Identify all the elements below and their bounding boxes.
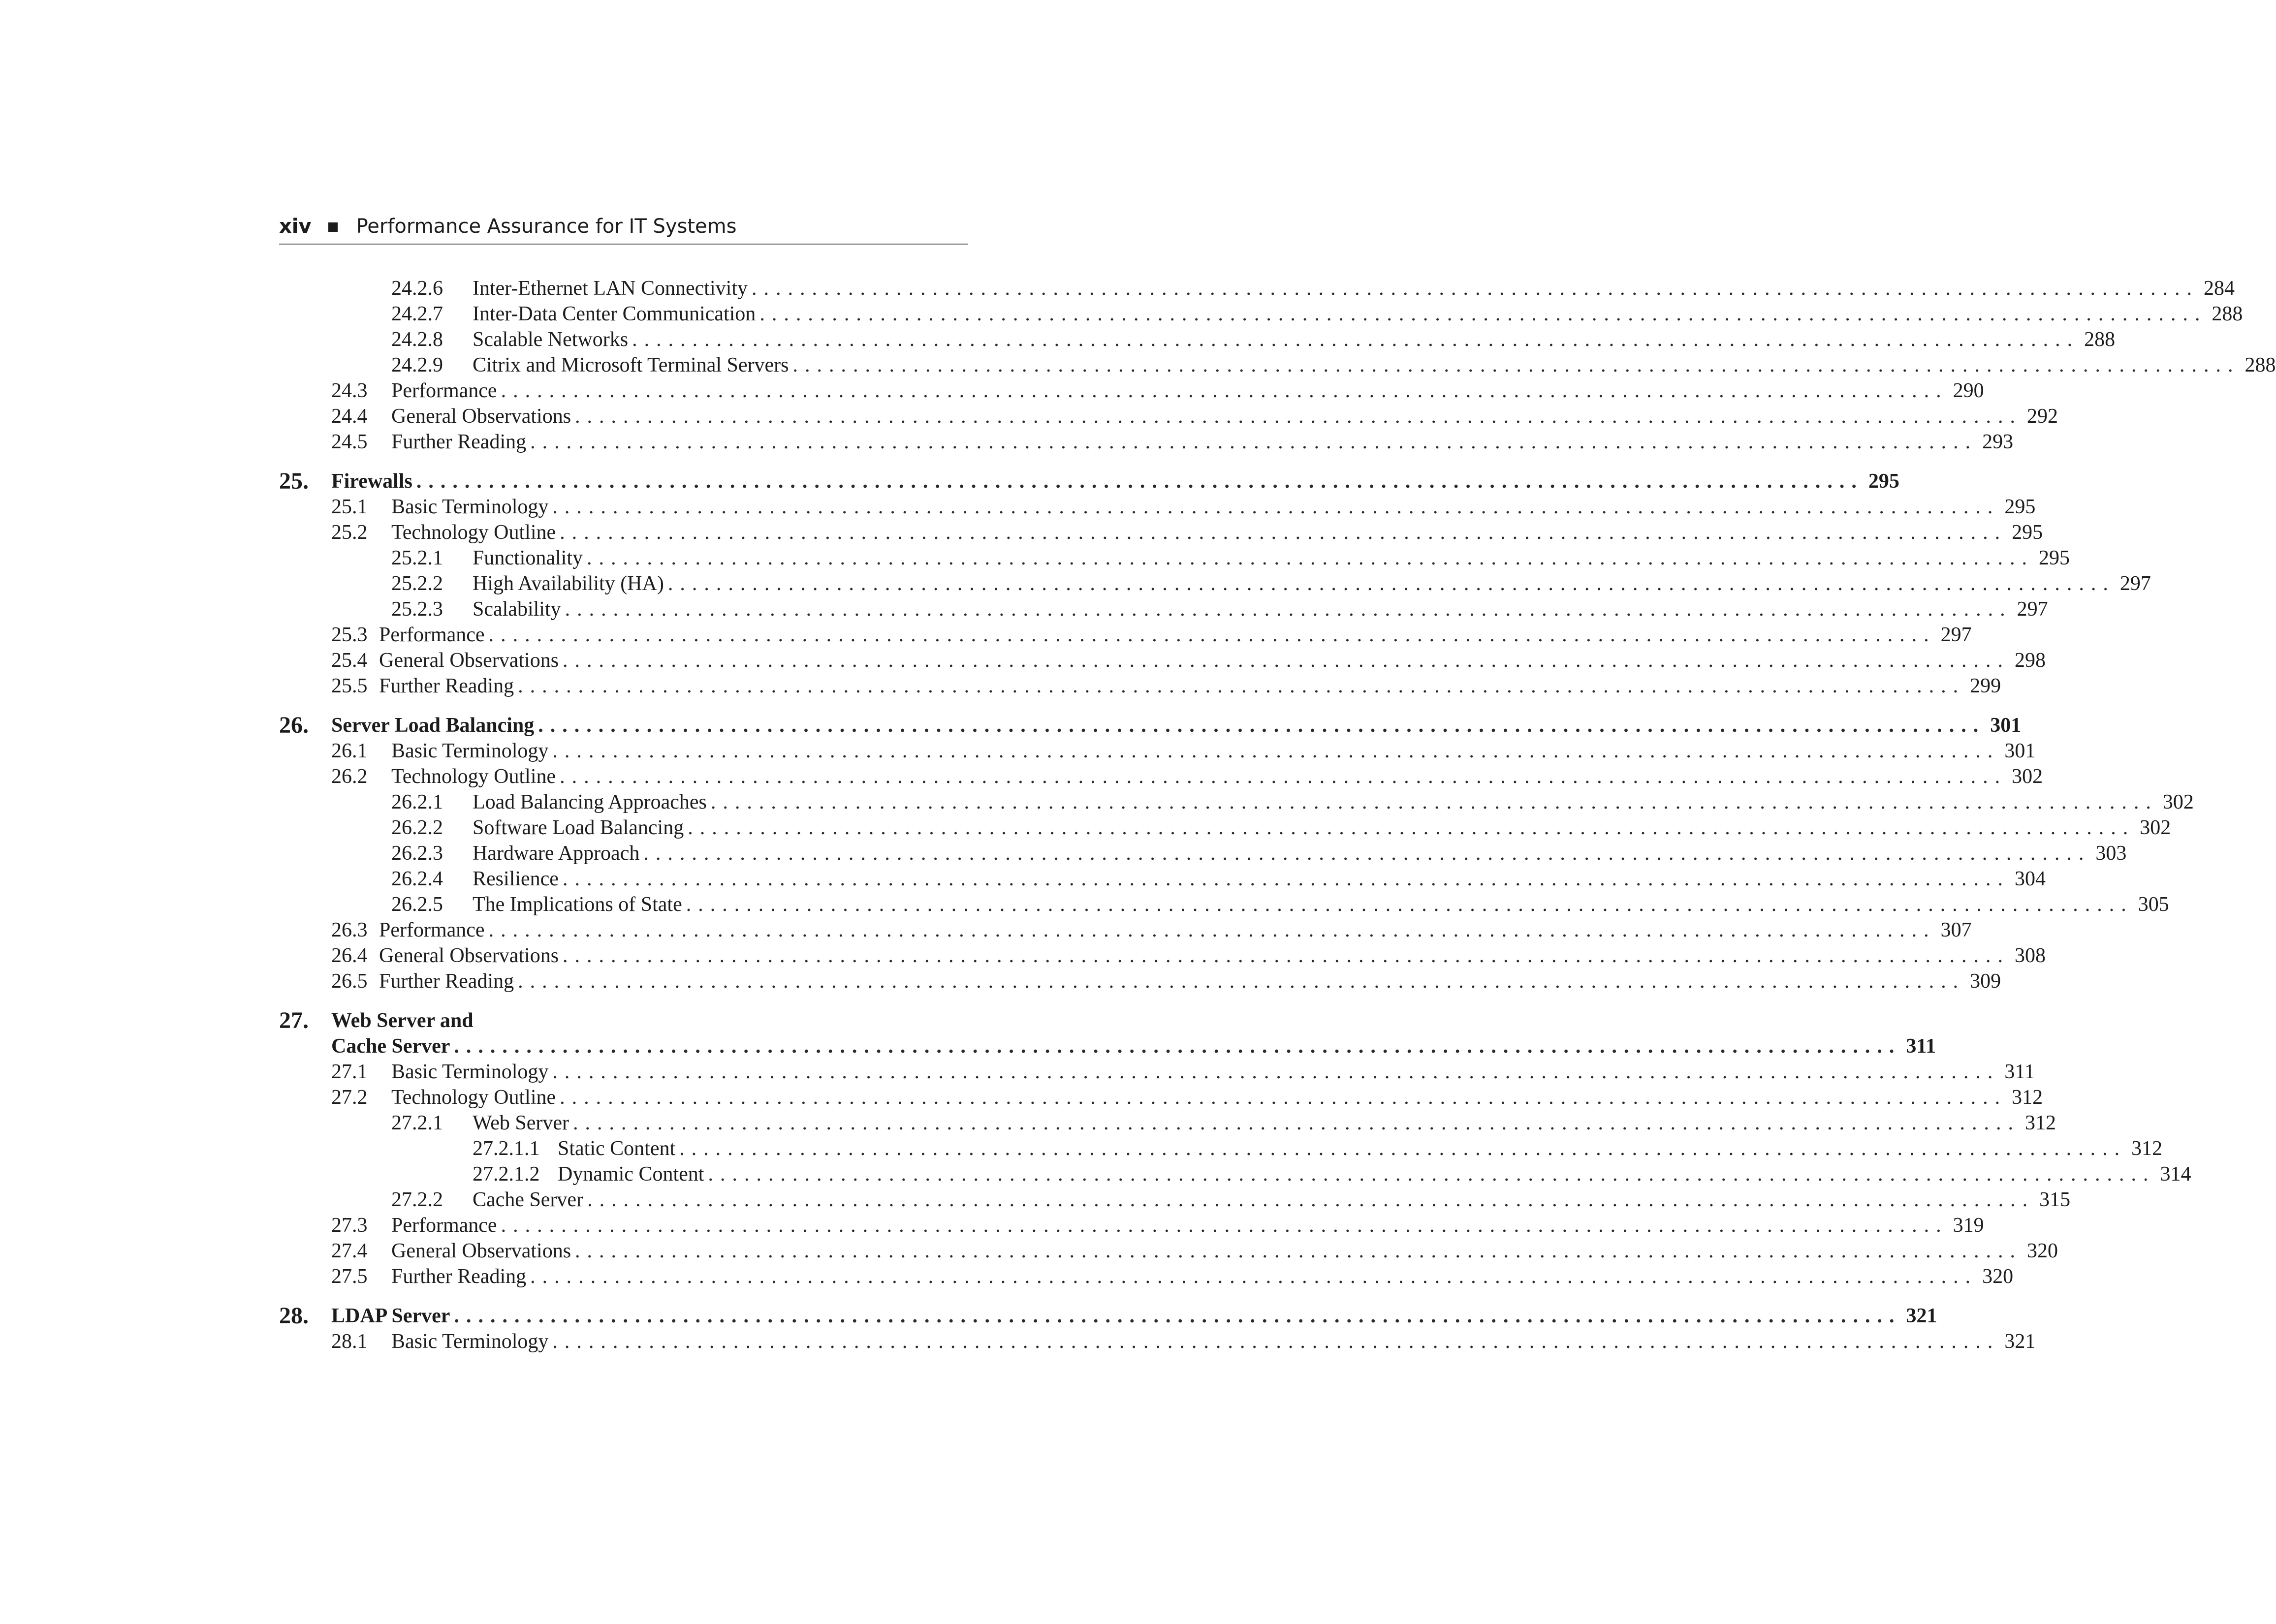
- toc-entry-title: Citrix and Microsoft Terminal Servers: [473, 352, 793, 378]
- toc-entry[interactable]: [279, 943, 2046, 968]
- toc-entry-page: 288: [2212, 303, 2243, 325]
- dot-leader: ........................................................................................................................: [792, 354, 2240, 376]
- dot-leader: ........................................................................................................................: [518, 970, 1965, 993]
- toc-entry-page: 320: [1982, 1265, 2014, 1288]
- dot-leader: ........................................................................................................................: [587, 1188, 2035, 1211]
- dot-leader: ........................................................................................................................: [552, 1330, 2000, 1353]
- dot-leader: ........................................................................................................................: [759, 303, 2207, 325]
- toc-entry[interactable]: [279, 352, 2276, 378]
- toc-entry-title: Further Reading: [379, 968, 518, 994]
- toc-entry[interactable]: [279, 1161, 2191, 1187]
- toc-entry-title: Scalability: [473, 596, 565, 622]
- toc-entry-number: 27.5: [331, 1265, 368, 1288]
- toc-entry-number: 27.1: [331, 1061, 368, 1083]
- toc-entry-page: 303: [2095, 842, 2127, 865]
- toc-entry[interactable]: [279, 1136, 2163, 1161]
- toc-entry-title: Basic Terminology: [391, 738, 552, 764]
- toc-entry[interactable]: [279, 301, 2243, 327]
- toc-entry-number: 27.2.1.1: [473, 1137, 540, 1160]
- dot-leader: ........................................................................................................................: [530, 1265, 1978, 1288]
- toc-entry-page: 312: [2025, 1112, 2056, 1134]
- toc-entry-title: General Observations: [391, 1238, 575, 1264]
- toc-entry-page: 302: [2162, 791, 2194, 813]
- toc-entry-title: Performance: [391, 378, 501, 404]
- toc-entry-title: Further Reading: [391, 429, 530, 455]
- dot-leader: ........................................................................................................................: [573, 1112, 2021, 1134]
- dot-leader: ........................................................................................................................: [552, 1061, 2000, 1083]
- toc-entry[interactable]: [279, 815, 2171, 841]
- toc-entry[interactable]: [279, 596, 2048, 622]
- toc-entry-page: 284: [2203, 277, 2235, 300]
- toc-entry[interactable]: [279, 1085, 2043, 1110]
- toc-entry-number: 28.1: [331, 1330, 368, 1353]
- toc-entry-number: 26.4: [331, 944, 368, 967]
- toc-chapter[interactable]: [279, 468, 1899, 494]
- toc-entry-page: 297: [2017, 598, 2048, 621]
- dot-leader: ........................................................................................................................: [710, 791, 2158, 813]
- toc-chapter-number: 25.: [279, 468, 309, 494]
- dot-leader: ........................................................................................................................: [518, 675, 1965, 697]
- toc-entry[interactable]: [279, 1329, 2036, 1354]
- dot-leader: ........................................................................................................................: [751, 277, 2199, 300]
- dot-leader: ........................................................................................................................: [575, 1240, 2023, 1262]
- dot-leader: ........................................................................................................................: [552, 740, 2000, 762]
- running-header: [279, 209, 968, 245]
- toc-entry[interactable]: [279, 1059, 2035, 1085]
- dot-leader: ........................................................................................................................: [563, 649, 2010, 672]
- toc-entry-page: 311: [2004, 1061, 2035, 1083]
- toc-chapter-title: Server Load Balancing: [331, 713, 538, 738]
- header-page-number: xiv: [279, 215, 312, 238]
- toc-entry-number: 25.2: [331, 521, 368, 544]
- toc-entry-page: 288: [2084, 328, 2116, 351]
- toc-entry-number: 25.2.2: [391, 572, 443, 595]
- dot-leader: ........................................................................................................................: [679, 1137, 2127, 1160]
- toc-entry-title: The Implications of State: [473, 892, 686, 917]
- toc-entry-title: Basic Terminology: [391, 494, 552, 520]
- toc-entry-page: 299: [1970, 675, 2001, 697]
- toc-entry-title: Web Server: [473, 1110, 573, 1136]
- toc-entry-number: 24.2.6: [391, 277, 443, 300]
- toc-entry-title: Basic Terminology: [391, 1329, 552, 1354]
- toc-entry-page: 320: [2027, 1240, 2058, 1262]
- toc-entry-title: Performance: [379, 622, 489, 648]
- toc-entry-page: 290: [1953, 379, 1984, 402]
- toc-entry-number: 27.2.1.2: [473, 1163, 540, 1186]
- dot-leader: ........................................................................................................................: [530, 431, 1978, 453]
- toc-chapter-page: 301: [1990, 714, 2022, 737]
- dot-leader: ........................................................................................................................: [538, 714, 1986, 737]
- dot-leader: ........................................................................................................................: [560, 1086, 2007, 1109]
- toc-entry-page: 297: [1940, 624, 1972, 646]
- dot-leader: ........................................................................................................................: [552, 496, 2000, 518]
- dot-leader: ........................................................................................................................: [560, 765, 2007, 788]
- toc-entry[interactable]: [279, 917, 1972, 943]
- toc-entry[interactable]: [279, 1110, 2056, 1136]
- toc-entry-number: 24.4: [331, 405, 368, 428]
- toc-entry-title: Hardware Approach: [473, 841, 643, 866]
- toc-entry[interactable]: [279, 789, 2194, 815]
- toc-entry-number: 26.5: [331, 970, 368, 993]
- toc-entry-number: 26.2.3: [391, 842, 443, 865]
- toc-entry[interactable]: [279, 378, 1984, 404]
- toc-entry-title: Scalable Networks: [473, 327, 632, 352]
- dot-leader: ........................................................................................................................: [501, 1214, 1948, 1237]
- toc-entry-page: 288: [2244, 354, 2276, 376]
- toc-entry[interactable]: [279, 494, 2036, 520]
- dot-leader: ........................................................................................................................: [575, 405, 2023, 428]
- toc-entry[interactable]: [279, 545, 2070, 571]
- toc-entry[interactable]: [279, 520, 2043, 545]
- toc-entry-number: 27.2: [331, 1086, 368, 1109]
- toc-entry-number: 25.5: [331, 675, 368, 697]
- toc-entry-title: General Observations: [391, 404, 575, 429]
- toc-entry-page: 295: [2039, 547, 2070, 569]
- toc-entry-page: 293: [1982, 431, 2014, 453]
- dot-leader: ........................................................................................................................: [501, 379, 1948, 402]
- toc-entry-number: 27.2.2: [391, 1188, 443, 1211]
- square-bullet-icon: [328, 222, 338, 232]
- toc-entry[interactable]: [279, 1213, 1984, 1238]
- toc-entry-number: 24.3: [331, 379, 368, 402]
- dot-leader: ........................................................................................................................: [667, 572, 2115, 595]
- toc-chapter-page: 295: [1868, 470, 1899, 493]
- toc-chapter-page: 321: [1906, 1305, 1937, 1327]
- toc-chapter-title: Web Server and: [331, 1008, 477, 1033]
- toc-entry-title: Inter-Data Center Communication: [473, 301, 759, 327]
- toc-chapter[interactable]: [279, 1303, 1937, 1329]
- toc-entry[interactable]: [279, 673, 2001, 699]
- toc-entry-number: 26.2.4: [391, 868, 443, 890]
- toc-entry[interactable]: [279, 1187, 2071, 1213]
- toc-entry-number: 25.3: [331, 624, 368, 646]
- toc-entry[interactable]: [279, 968, 2001, 994]
- toc-entry-title: Resilience: [473, 866, 563, 892]
- toc-entry[interactable]: [279, 1264, 2014, 1289]
- toc-entry-title: General Observations: [379, 943, 563, 968]
- toc-entry-number: 26.3: [331, 919, 368, 941]
- dot-leader: ........................................................................................................................: [688, 816, 2135, 839]
- dot-leader: ........................................................................................................................: [708, 1163, 2155, 1186]
- dot-leader: ........................................................................................................................: [560, 521, 2007, 544]
- toc-entry-number: 24.5: [331, 431, 368, 453]
- toc-entry-page: 312: [2131, 1137, 2163, 1160]
- dot-leader: ........................................................................................................................: [416, 470, 1864, 493]
- toc-entry[interactable]: [279, 276, 2235, 301]
- toc-chapter-number: 28.: [279, 1303, 309, 1329]
- toc-entry-title: Static Content: [558, 1136, 679, 1161]
- running-title: Performance Assurance for IT Systems: [356, 215, 737, 238]
- toc-entry-title: General Observations: [379, 648, 563, 673]
- toc-entry[interactable]: [279, 648, 2046, 673]
- toc-entry-page: 301: [2004, 740, 2036, 762]
- toc-entry-title: Further Reading: [391, 1264, 530, 1289]
- toc-entry-title: Performance: [391, 1213, 501, 1238]
- dot-leader: ........................................................................................................................: [454, 1305, 1901, 1327]
- toc-entry-title: Technology Outline: [391, 1085, 560, 1110]
- toc-chapter[interactable]: [279, 1008, 973, 1033]
- toc-entry-number: 25.2.3: [391, 598, 443, 621]
- toc-entry[interactable]: [279, 429, 2014, 455]
- dot-leader: ........................................................................................................................: [454, 1035, 1901, 1058]
- toc-entry-title: High Availability (HA): [473, 571, 668, 596]
- dot-leader: ........................................................................................................................: [643, 842, 2091, 865]
- toc-entry[interactable]: [279, 892, 2169, 917]
- toc-chapter-title: Firewalls: [331, 468, 416, 494]
- dot-leader: ........................................................................................................................: [488, 919, 1936, 941]
- dot-leader: ........................................................................................................................: [632, 328, 2080, 351]
- toc-chapter-number: 26.: [279, 712, 309, 738]
- toc-entry[interactable]: [279, 622, 1972, 648]
- table-of-contents: [279, 276, 2276, 1354]
- toc-entry[interactable]: [279, 327, 2116, 352]
- dot-leader: ........................................................................................................................: [562, 868, 2010, 890]
- toc-entry-title: Functionality: [473, 545, 587, 571]
- toc-entry-number: 25.2.1: [391, 547, 443, 569]
- toc-entry-title: Further Reading: [379, 673, 518, 699]
- toc-entry-page: 298: [2015, 649, 2046, 672]
- toc-entry-title: Cache Server: [473, 1187, 587, 1213]
- toc-entry-number: 27.3: [331, 1214, 368, 1237]
- toc-chapter-title: LDAP Server: [331, 1303, 454, 1329]
- toc-entry[interactable]: [279, 1238, 2058, 1264]
- toc-entry[interactable]: [279, 404, 2058, 429]
- dot-leader: ........................................................................................................................: [488, 624, 1936, 646]
- toc-entry-page: 321: [2004, 1330, 2036, 1353]
- toc-entry-number: 24.2.8: [391, 328, 443, 351]
- toc-entry-page: 297: [2119, 572, 2151, 595]
- toc-entry-page: 292: [2027, 405, 2058, 428]
- toc-chapter-page: 311: [1906, 1035, 1936, 1058]
- toc-entry-number: 26.1: [331, 740, 368, 762]
- toc-entry-title: Technology Outline: [391, 764, 560, 789]
- toc-entry-page: 305: [2138, 893, 2169, 916]
- toc-chapter-title: Cache Server: [331, 1033, 454, 1059]
- toc-entry-page: 302: [2012, 765, 2043, 788]
- toc-entry-page: 295: [2004, 496, 2036, 518]
- toc-entry-number: 25.1: [331, 496, 368, 518]
- toc-entry-number: 27.2.1: [391, 1112, 443, 1134]
- toc-entry-number: 26.2.2: [391, 816, 443, 839]
- toc-entry-page: 308: [2015, 944, 2046, 967]
- toc-entry-number: 24.2.7: [391, 303, 443, 325]
- toc-entry[interactable]: [279, 571, 2151, 596]
- toc-entry-page: 312: [2012, 1086, 2043, 1109]
- toc-entry-page: 314: [2160, 1163, 2191, 1186]
- toc-entry[interactable]: [279, 738, 2036, 764]
- toc-entry[interactable]: [279, 866, 2046, 892]
- toc-chapter[interactable]: [279, 712, 2022, 738]
- toc-entry-title: Performance: [379, 917, 489, 943]
- toc-entry-number: 27.4: [331, 1240, 368, 1262]
- toc-entry-number: 24.2.9: [391, 354, 443, 376]
- toc-entry-number: 26.2.5: [391, 893, 443, 916]
- toc-entry-number: 26.2: [331, 765, 368, 788]
- toc-entry-page: 307: [1940, 919, 1972, 941]
- toc-entry-page: 295: [2012, 521, 2043, 544]
- toc-entry-number: 26.2.1: [391, 791, 443, 813]
- toc-entry-title: Software Load Balancing: [473, 815, 688, 841]
- toc-entry-page: 304: [2014, 868, 2046, 890]
- toc-entry-title: Technology Outline: [391, 520, 560, 545]
- toc-entry[interactable]: [279, 764, 2043, 789]
- dot-leader: ........................................................................................................................: [563, 944, 2010, 967]
- dot-leader: ........................................................................................................................: [565, 598, 2012, 621]
- toc-entry-title: Dynamic Content: [558, 1161, 708, 1187]
- toc-chapter-number: 27.: [279, 1007, 309, 1033]
- toc-entry-page: 315: [2039, 1188, 2071, 1211]
- dot-leader: ........................................................................................................................: [686, 893, 2133, 916]
- dot-leader: ........................................................................................................................: [587, 547, 2034, 569]
- toc-entry-title: Inter-Ethernet LAN Connectivity: [473, 276, 752, 301]
- toc-entry-page: 309: [1970, 970, 2001, 993]
- toc-entry-page: 319: [1953, 1214, 1984, 1237]
- toc-entry[interactable]: [279, 841, 2127, 866]
- toc-entry-number: 25.4: [331, 649, 368, 672]
- toc-chapter-continued[interactable]: [279, 1033, 1936, 1059]
- toc-entry-title: Load Balancing Approaches: [473, 789, 711, 815]
- toc-entry-title: Basic Terminology: [391, 1059, 552, 1085]
- toc-entry-page: 302: [2140, 816, 2171, 839]
